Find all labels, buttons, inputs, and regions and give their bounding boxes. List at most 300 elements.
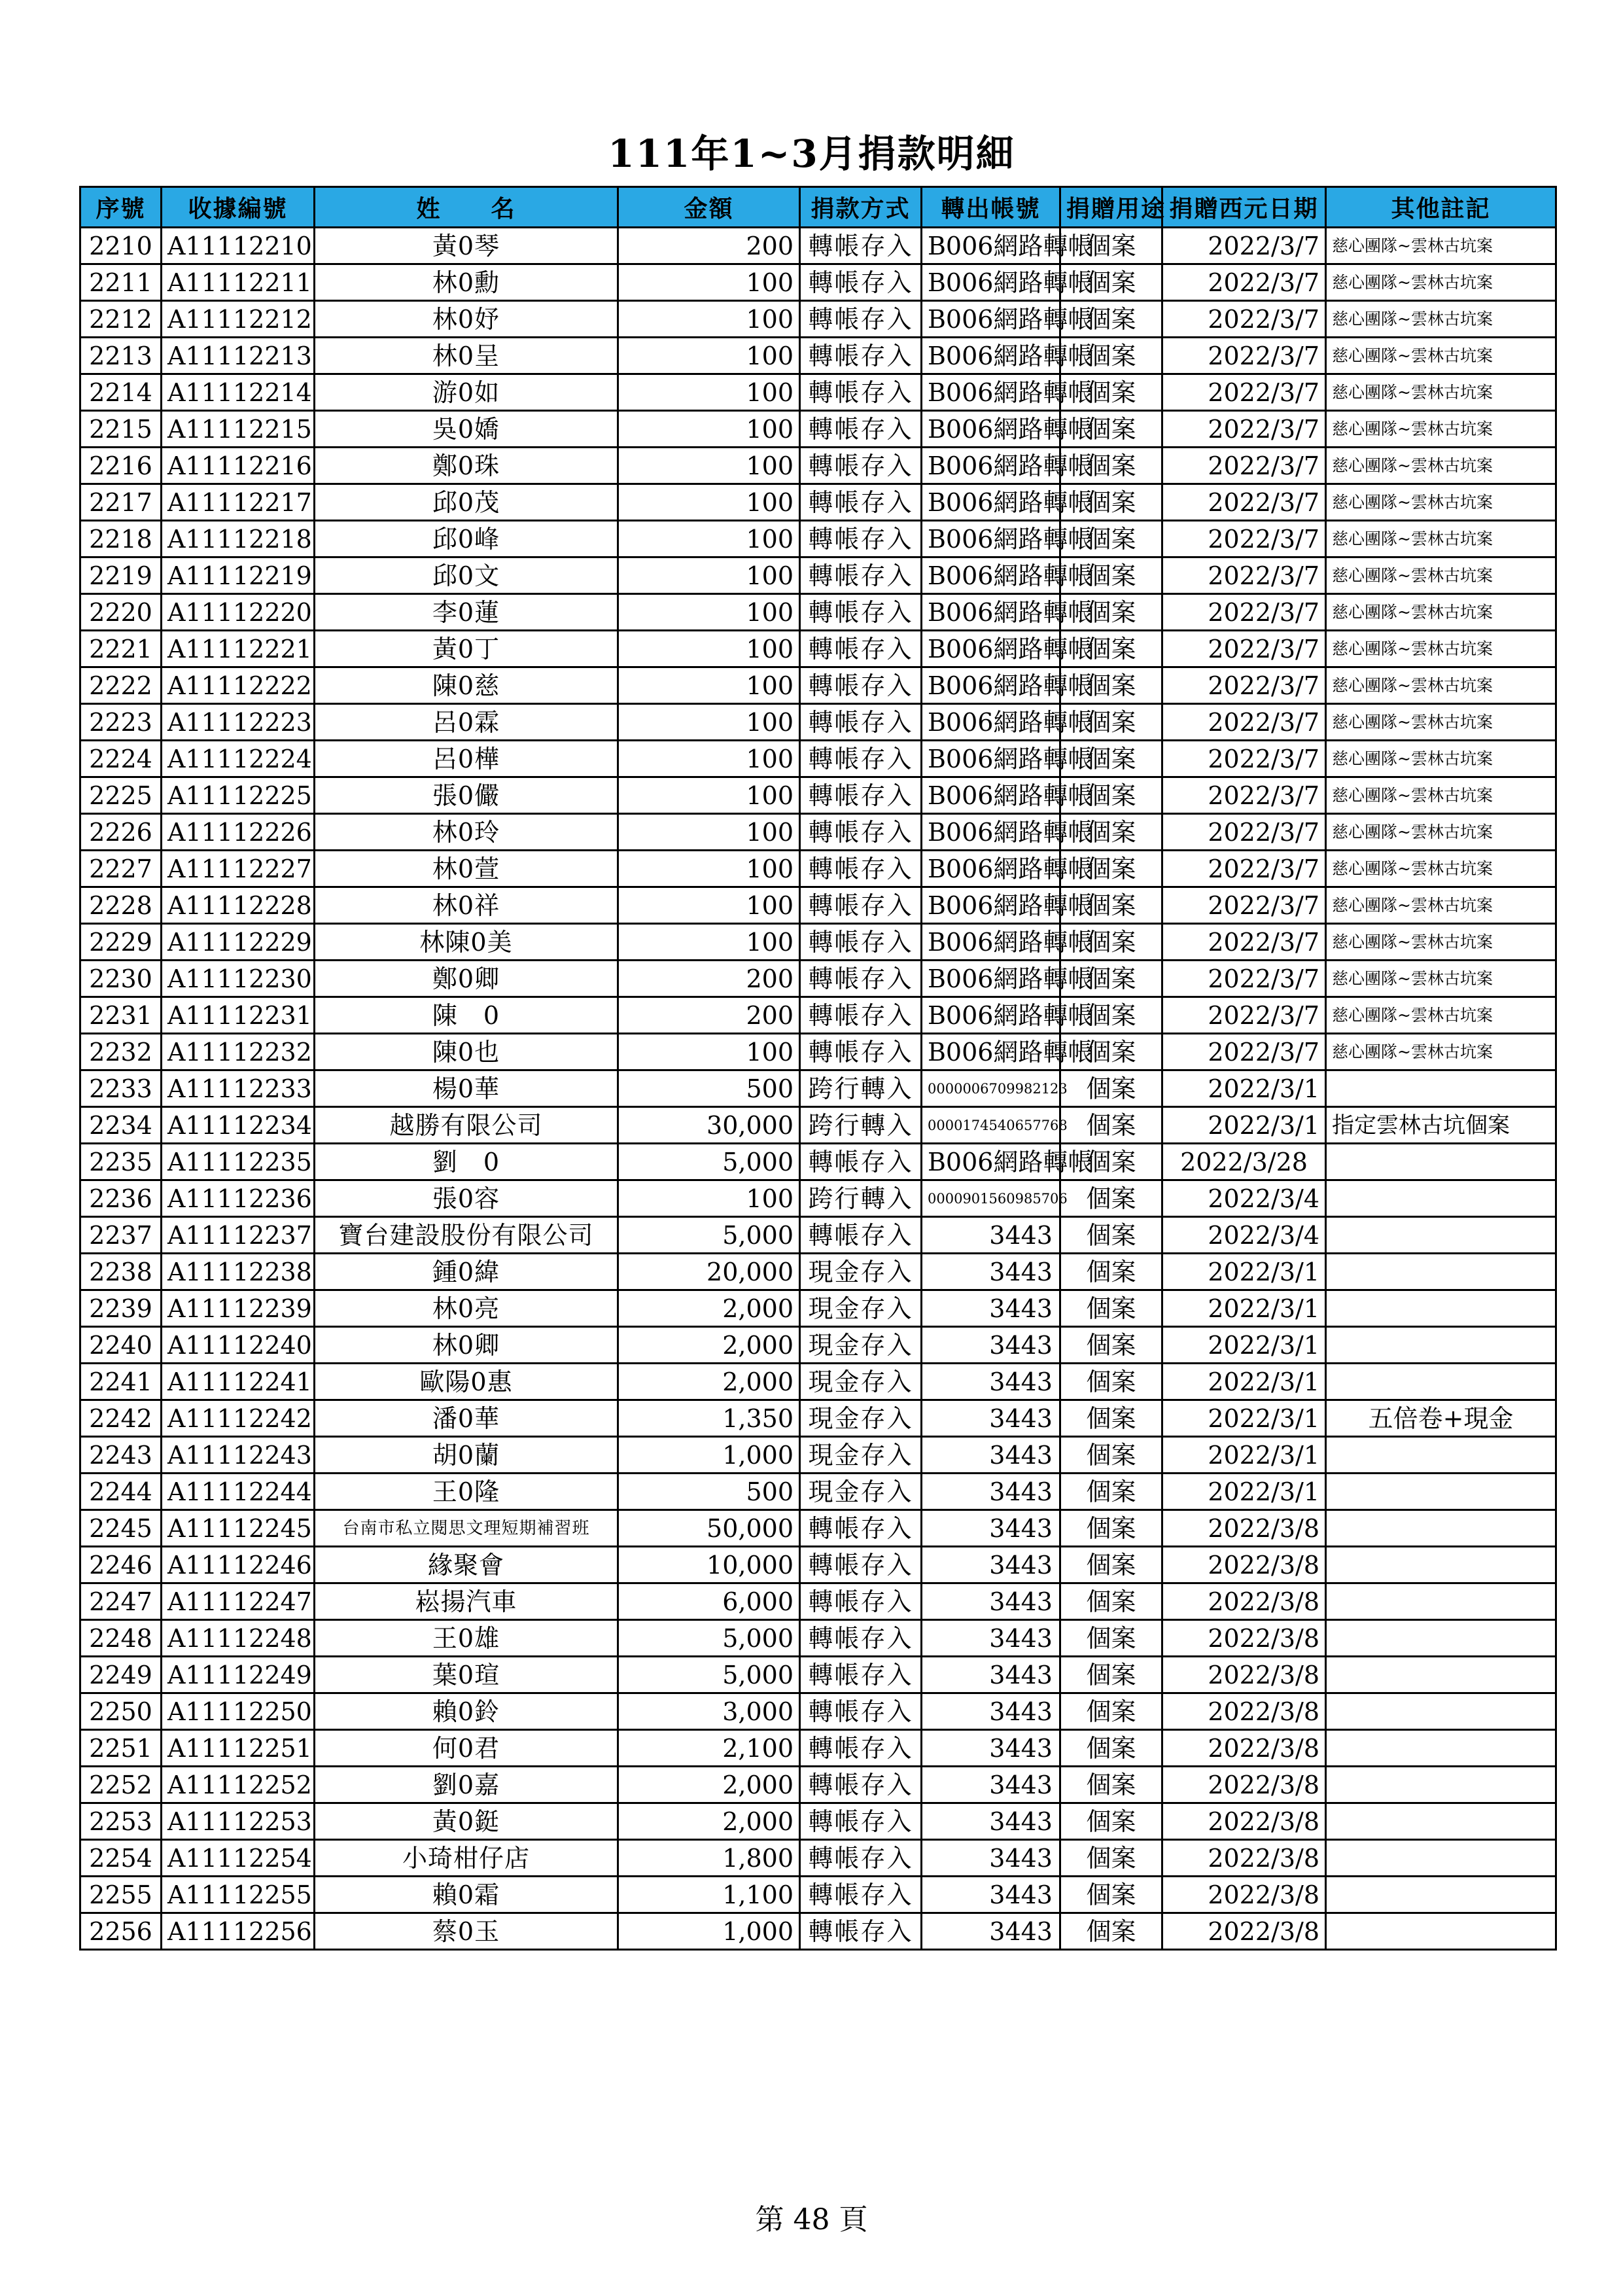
date-cell: 2022/3/1 <box>1162 1474 1326 1510</box>
receipt-cell: A11112236 <box>162 1180 315 1217</box>
purpose-cell: 個案 <box>1060 1620 1162 1657</box>
seq-cell: 2228 <box>80 887 162 924</box>
table-row <box>80 1913 1556 1950</box>
name-cell: 林0玲 <box>315 814 618 851</box>
seq-cell: 2237 <box>80 1217 162 1254</box>
table-row <box>80 338 1556 374</box>
note-cell: 慈心團隊~雲林古坑案 <box>1326 667 1556 704</box>
amount-cell: 5,000 <box>618 1620 800 1657</box>
header-name: 姓 名 <box>315 187 618 228</box>
amount-cell: 2,000 <box>618 1364 800 1400</box>
note-cell <box>1326 1327 1556 1364</box>
date-cell: 2022/3/8 <box>1162 1767 1326 1803</box>
account-cell: 0000901560985706 <box>922 1180 1060 1217</box>
account-cell: 3443 <box>922 1254 1060 1290</box>
header-amount: 金額 <box>618 187 800 228</box>
name-cell: 劉0嘉 <box>315 1767 618 1803</box>
method-cell: 轉帳存入 <box>800 1840 922 1877</box>
note-cell <box>1326 1730 1556 1767</box>
note-cell <box>1326 1290 1556 1327</box>
method-cell: 轉帳存入 <box>800 1547 922 1583</box>
method-cell: 轉帳存入 <box>800 887 922 924</box>
table-row <box>80 594 1556 631</box>
seq-cell: 2226 <box>80 814 162 851</box>
account-cell: B006網路轉帳 <box>922 814 1060 851</box>
table-row <box>80 228 1556 264</box>
note-cell: 慈心團隊~雲林古坑案 <box>1326 301 1556 338</box>
method-cell: 轉帳存入 <box>800 777 922 814</box>
account-cell: B006網路轉帳 <box>922 448 1060 484</box>
name-cell: 潘0華 <box>315 1400 618 1437</box>
table-row <box>80 484 1556 521</box>
amount-cell: 100 <box>618 887 800 924</box>
receipt-cell: A11112237 <box>162 1217 315 1254</box>
account-cell: B006網路轉帳 <box>922 1034 1060 1070</box>
method-cell: 轉帳存入 <box>800 704 922 741</box>
seq-cell: 2218 <box>80 521 162 557</box>
header-method: 捐款方式 <box>800 187 922 228</box>
purpose-cell: 個案 <box>1060 521 1162 557</box>
amount-cell: 100 <box>618 411 800 448</box>
method-cell: 現金存入 <box>800 1437 922 1474</box>
table-row <box>80 1767 1556 1803</box>
seq-cell: 2251 <box>80 1730 162 1767</box>
name-cell: 黃0鋌 <box>315 1803 618 1840</box>
amount-cell: 100 <box>618 484 800 521</box>
amount-cell: 50,000 <box>618 1510 800 1547</box>
account-cell: 3443 <box>922 1510 1060 1547</box>
account-cell: B006網路轉帳 <box>922 741 1060 777</box>
account-cell: 3443 <box>922 1913 1060 1950</box>
name-cell: 林0卿 <box>315 1327 618 1364</box>
purpose-cell: 個案 <box>1060 1474 1162 1510</box>
date-cell: 2022/3/8 <box>1162 1583 1326 1620</box>
seq-cell: 2211 <box>80 264 162 301</box>
table-row <box>80 851 1556 887</box>
date-cell: 2022/3/7 <box>1162 631 1326 667</box>
seq-cell: 2217 <box>80 484 162 521</box>
date-cell: 2022/3/7 <box>1162 374 1326 411</box>
date-cell: 2022/3/7 <box>1162 301 1326 338</box>
date-cell: 2022/3/7 <box>1162 411 1326 448</box>
note-cell <box>1326 1070 1556 1107</box>
name-cell: 張0容 <box>315 1180 618 1217</box>
method-cell: 轉帳存入 <box>800 1144 922 1180</box>
name-cell: 何0君 <box>315 1730 618 1767</box>
table-row <box>80 557 1556 594</box>
table-row <box>80 1583 1556 1620</box>
date-cell: 2022/3/8 <box>1162 1657 1326 1693</box>
note-cell: 慈心團隊~雲林古坑案 <box>1326 264 1556 301</box>
account-cell: 3443 <box>922 1364 1060 1400</box>
purpose-cell: 個案 <box>1060 887 1162 924</box>
note-cell: 慈心團隊~雲林古坑案 <box>1326 557 1556 594</box>
account-cell: 0000174540657768 <box>922 1107 1060 1144</box>
amount-cell: 100 <box>618 924 800 961</box>
name-cell: 林0亮 <box>315 1290 618 1327</box>
account-cell: B006網路轉帳 <box>922 997 1060 1034</box>
seq-cell: 2238 <box>80 1254 162 1290</box>
note-cell: 慈心團隊~雲林古坑案 <box>1326 777 1556 814</box>
method-cell: 跨行轉入 <box>800 1180 922 1217</box>
table-row <box>80 1327 1556 1364</box>
name-cell: 呂0樺 <box>315 741 618 777</box>
account-cell: B006網路轉帳 <box>922 631 1060 667</box>
amount-cell: 100 <box>618 301 800 338</box>
date-cell: 2022/3/1 <box>1162 1290 1326 1327</box>
name-cell: 陳0慈 <box>315 667 618 704</box>
note-cell <box>1326 1364 1556 1400</box>
account-cell: B006網路轉帳 <box>922 594 1060 631</box>
date-cell: 2022/3/7 <box>1162 997 1326 1034</box>
name-cell: 王0隆 <box>315 1474 618 1510</box>
name-cell: 邱0峰 <box>315 521 618 557</box>
receipt-cell: A11112251 <box>162 1730 315 1767</box>
receipt-cell: A11112210 <box>162 228 315 264</box>
name-cell: 小琦柑仔店 <box>315 1840 618 1877</box>
table-row <box>80 1840 1556 1877</box>
seq-cell: 2247 <box>80 1583 162 1620</box>
receipt-cell: A11112222 <box>162 667 315 704</box>
date-cell: 2022/3/7 <box>1162 741 1326 777</box>
amount-cell: 1,000 <box>618 1437 800 1474</box>
date-cell: 2022/3/1 <box>1162 1070 1326 1107</box>
receipt-cell: A11112232 <box>162 1034 315 1070</box>
seq-cell: 2215 <box>80 411 162 448</box>
amount-cell: 1,000 <box>618 1913 800 1950</box>
receipt-cell: A11112228 <box>162 887 315 924</box>
name-cell: 黃0琴 <box>315 228 618 264</box>
receipt-cell: A11112217 <box>162 484 315 521</box>
method-cell: 轉帳存入 <box>800 1730 922 1767</box>
table-row <box>80 1547 1556 1583</box>
purpose-cell: 個案 <box>1060 411 1162 448</box>
account-cell: 3443 <box>922 1693 1060 1730</box>
method-cell: 轉帳存入 <box>800 667 922 704</box>
name-cell: 胡0蘭 <box>315 1437 618 1474</box>
method-cell: 轉帳存入 <box>800 374 922 411</box>
method-cell: 轉帳存入 <box>800 301 922 338</box>
table-row <box>80 1034 1556 1070</box>
note-cell: 慈心團隊~雲林古坑案 <box>1326 814 1556 851</box>
purpose-cell: 個案 <box>1060 1657 1162 1693</box>
seq-cell: 2242 <box>80 1400 162 1437</box>
note-cell: 慈心團隊~雲林古坑案 <box>1326 961 1556 997</box>
seq-cell: 2243 <box>80 1437 162 1474</box>
purpose-cell: 個案 <box>1060 1693 1162 1730</box>
seq-cell: 2232 <box>80 1034 162 1070</box>
purpose-cell: 個案 <box>1060 814 1162 851</box>
note-cell <box>1326 1877 1556 1913</box>
amount-cell: 3,000 <box>618 1693 800 1730</box>
name-cell: 張0儼 <box>315 777 618 814</box>
table-row <box>80 1364 1556 1400</box>
method-cell: 轉帳存入 <box>800 924 922 961</box>
table-row <box>80 411 1556 448</box>
account-cell: 3443 <box>922 1730 1060 1767</box>
account-cell: B006網路轉帳 <box>922 338 1060 374</box>
name-cell: 鄭0卿 <box>315 961 618 997</box>
note-cell <box>1326 1254 1556 1290</box>
receipt-cell: A11112211 <box>162 264 315 301</box>
seq-cell: 2244 <box>80 1474 162 1510</box>
name-cell: 台南市私立閱思文理短期補習班 <box>315 1510 618 1547</box>
seq-cell: 2212 <box>80 301 162 338</box>
table-row <box>80 1693 1556 1730</box>
account-cell: B006網路轉帳 <box>922 667 1060 704</box>
amount-cell: 100 <box>618 264 800 301</box>
method-cell: 轉帳存入 <box>800 631 922 667</box>
purpose-cell: 個案 <box>1060 1840 1162 1877</box>
purpose-cell: 個案 <box>1060 1034 1162 1070</box>
header-note: 其他註記 <box>1326 187 1556 228</box>
receipt-cell: A11112254 <box>162 1840 315 1877</box>
amount-cell: 100 <box>618 557 800 594</box>
table-row <box>80 264 1556 301</box>
header-purpose: 捐贈用途 <box>1060 187 1162 228</box>
method-cell: 轉帳存入 <box>800 1877 922 1913</box>
receipt-cell: A11112234 <box>162 1107 315 1144</box>
note-cell: 指定雲林古坑個案 <box>1326 1107 1556 1144</box>
method-cell: 轉帳存入 <box>800 228 922 264</box>
note-cell: 慈心團隊~雲林古坑案 <box>1326 924 1556 961</box>
header-receipt: 收據編號 <box>162 187 315 228</box>
seq-cell: 2219 <box>80 557 162 594</box>
method-cell: 轉帳存入 <box>800 594 922 631</box>
purpose-cell: 個案 <box>1060 1510 1162 1547</box>
note-cell: 慈心團隊~雲林古坑案 <box>1326 704 1556 741</box>
seq-cell: 2254 <box>80 1840 162 1877</box>
seq-cell: 2249 <box>80 1657 162 1693</box>
seq-cell: 2252 <box>80 1767 162 1803</box>
header-seq: 序號 <box>80 187 162 228</box>
amount-cell: 2,100 <box>618 1730 800 1767</box>
purpose-cell: 個案 <box>1060 1877 1162 1913</box>
name-cell: 寶台建設股份有限公司 <box>315 1217 618 1254</box>
date-cell: 2022/3/1 <box>1162 1400 1326 1437</box>
note-cell: 慈心團隊~雲林古坑案 <box>1326 411 1556 448</box>
receipt-cell: A11112249 <box>162 1657 315 1693</box>
purpose-cell: 個案 <box>1060 1217 1162 1254</box>
date-cell: 2022/3/8 <box>1162 1730 1326 1767</box>
amount-cell: 100 <box>618 594 800 631</box>
amount-cell: 100 <box>618 851 800 887</box>
name-cell: 劉 0 <box>315 1144 618 1180</box>
account-cell: B006網路轉帳 <box>922 264 1060 301</box>
amount-cell: 5,000 <box>618 1217 800 1254</box>
date-cell: 2022/3/1 <box>1162 1364 1326 1400</box>
date-cell: 2022/3/7 <box>1162 924 1326 961</box>
receipt-cell: A11112224 <box>162 741 315 777</box>
note-cell <box>1326 1437 1556 1474</box>
seq-cell: 2234 <box>80 1107 162 1144</box>
header-account: 轉出帳號 <box>922 187 1060 228</box>
receipt-cell: A11112238 <box>162 1254 315 1290</box>
seq-cell: 2216 <box>80 448 162 484</box>
seq-cell: 2240 <box>80 1327 162 1364</box>
receipt-cell: A11112214 <box>162 374 315 411</box>
receipt-cell: A11112244 <box>162 1474 315 1510</box>
account-cell: 3443 <box>922 1877 1060 1913</box>
name-cell: 黃0丁 <box>315 631 618 667</box>
donation-table <box>79 186 1557 1951</box>
table-row <box>80 374 1556 411</box>
note-cell: 五倍卷+現金 <box>1326 1400 1556 1437</box>
method-cell: 轉帳存入 <box>800 484 922 521</box>
account-cell: B006網路轉帳 <box>922 374 1060 411</box>
receipt-cell: A11112235 <box>162 1144 315 1180</box>
account-cell: 3443 <box>922 1583 1060 1620</box>
method-cell: 跨行轉入 <box>800 1070 922 1107</box>
amount-cell: 200 <box>618 228 800 264</box>
note-cell <box>1326 1803 1556 1840</box>
date-cell: 2022/3/7 <box>1162 484 1326 521</box>
receipt-cell: A11112226 <box>162 814 315 851</box>
amount-cell: 200 <box>618 997 800 1034</box>
amount-cell: 100 <box>618 374 800 411</box>
seq-cell: 2214 <box>80 374 162 411</box>
account-cell: 3443 <box>922 1327 1060 1364</box>
seq-cell: 2229 <box>80 924 162 961</box>
note-cell <box>1326 1144 1556 1180</box>
amount-cell: 100 <box>618 448 800 484</box>
table-row <box>80 997 1556 1034</box>
receipt-cell: A11112218 <box>162 521 315 557</box>
name-cell: 吳0嬌 <box>315 411 618 448</box>
table-row <box>80 1877 1556 1913</box>
purpose-cell: 個案 <box>1060 557 1162 594</box>
method-cell: 轉帳存入 <box>800 814 922 851</box>
note-cell: 慈心團隊~雲林古坑案 <box>1326 594 1556 631</box>
account-cell: 3443 <box>922 1803 1060 1840</box>
method-cell: 轉帳存入 <box>800 1767 922 1803</box>
seq-cell: 2239 <box>80 1290 162 1327</box>
purpose-cell: 個案 <box>1060 997 1162 1034</box>
method-cell: 轉帳存入 <box>800 1034 922 1070</box>
note-cell: 慈心團隊~雲林古坑案 <box>1326 521 1556 557</box>
account-cell: B006網路轉帳 <box>922 521 1060 557</box>
purpose-cell: 個案 <box>1060 1730 1162 1767</box>
amount-cell: 100 <box>618 667 800 704</box>
seq-cell: 2256 <box>80 1913 162 1950</box>
date-cell: 2022/3/4 <box>1162 1217 1326 1254</box>
amount-cell: 100 <box>618 777 800 814</box>
seq-cell: 2235 <box>80 1144 162 1180</box>
purpose-cell: 個案 <box>1060 1400 1162 1437</box>
table-row <box>80 814 1556 851</box>
name-cell: 林0妤 <box>315 301 618 338</box>
receipt-cell: A11112230 <box>162 961 315 997</box>
amount-cell: 6,000 <box>618 1583 800 1620</box>
method-cell: 轉帳存入 <box>800 338 922 374</box>
method-cell: 轉帳存入 <box>800 1913 922 1950</box>
receipt-cell: A11112243 <box>162 1437 315 1474</box>
date-cell: 2022/3/7 <box>1162 887 1326 924</box>
date-cell: 2022/3/7 <box>1162 704 1326 741</box>
receipt-cell: A11112227 <box>162 851 315 887</box>
name-cell: 林陳0美 <box>315 924 618 961</box>
purpose-cell: 個案 <box>1060 741 1162 777</box>
purpose-cell: 個案 <box>1060 704 1162 741</box>
date-cell: 2022/3/7 <box>1162 264 1326 301</box>
date-cell: 2022/3/7 <box>1162 557 1326 594</box>
name-cell: 鄭0珠 <box>315 448 618 484</box>
seq-cell: 2231 <box>80 997 162 1034</box>
amount-cell: 2,000 <box>618 1767 800 1803</box>
purpose-cell: 個案 <box>1060 667 1162 704</box>
note-cell <box>1326 1767 1556 1803</box>
purpose-cell: 個案 <box>1060 1913 1162 1950</box>
amount-cell: 5,000 <box>618 1144 800 1180</box>
table-row <box>80 1474 1556 1510</box>
date-cell: 2022/3/4 <box>1162 1180 1326 1217</box>
date-cell: 2022/3/8 <box>1162 1840 1326 1877</box>
method-cell: 轉帳存入 <box>800 1620 922 1657</box>
table-row <box>80 961 1556 997</box>
seq-cell: 2233 <box>80 1070 162 1107</box>
method-cell: 現金存入 <box>800 1290 922 1327</box>
date-cell: 2022/3/1 <box>1162 1107 1326 1144</box>
account-cell: B006網路轉帳 <box>922 411 1060 448</box>
table-row <box>80 1657 1556 1693</box>
account-cell: B006網路轉帳 <box>922 851 1060 887</box>
receipt-cell: A11112223 <box>162 704 315 741</box>
amount-cell: 30,000 <box>618 1107 800 1144</box>
seq-cell: 2220 <box>80 594 162 631</box>
date-cell: 2022/3/8 <box>1162 1877 1326 1913</box>
table-row <box>80 1144 1556 1180</box>
note-cell <box>1326 1217 1556 1254</box>
purpose-cell: 個案 <box>1060 1547 1162 1583</box>
seq-cell: 2253 <box>80 1803 162 1840</box>
method-cell: 轉帳存入 <box>800 264 922 301</box>
name-cell: 鍾0緯 <box>315 1254 618 1290</box>
table-header-row <box>80 187 1556 228</box>
name-cell: 王0雄 <box>315 1620 618 1657</box>
method-cell: 轉帳存入 <box>800 961 922 997</box>
method-cell: 轉帳存入 <box>800 557 922 594</box>
date-cell: 2022/3/7 <box>1162 521 1326 557</box>
name-cell: 楊0華 <box>315 1070 618 1107</box>
purpose-cell: 個案 <box>1060 1180 1162 1217</box>
note-cell <box>1326 1510 1556 1547</box>
purpose-cell: 個案 <box>1060 777 1162 814</box>
seq-cell: 2224 <box>80 741 162 777</box>
purpose-cell: 個案 <box>1060 1327 1162 1364</box>
name-cell: 緣聚會 <box>315 1547 618 1583</box>
table-row <box>80 1290 1556 1327</box>
purpose-cell: 個案 <box>1060 1803 1162 1840</box>
amount-cell: 200 <box>618 961 800 997</box>
receipt-cell: A11112245 <box>162 1510 315 1547</box>
date-cell: 2022/3/1 <box>1162 1254 1326 1290</box>
table-row <box>80 1510 1556 1547</box>
date-cell: 2022/3/7 <box>1162 1034 1326 1070</box>
header-date: 捐贈西元日期 <box>1162 187 1326 228</box>
method-cell: 轉帳存入 <box>800 521 922 557</box>
account-cell: 3443 <box>922 1437 1060 1474</box>
note-cell <box>1326 1180 1556 1217</box>
account-cell: 3443 <box>922 1217 1060 1254</box>
receipt-cell: A11112247 <box>162 1583 315 1620</box>
name-cell: 游0如 <box>315 374 618 411</box>
method-cell: 轉帳存入 <box>800 1510 922 1547</box>
table-row <box>80 521 1556 557</box>
seq-cell: 2210 <box>80 228 162 264</box>
date-cell: 2022/3/8 <box>1162 1620 1326 1657</box>
amount-cell: 100 <box>618 741 800 777</box>
receipt-cell: A11112239 <box>162 1290 315 1327</box>
